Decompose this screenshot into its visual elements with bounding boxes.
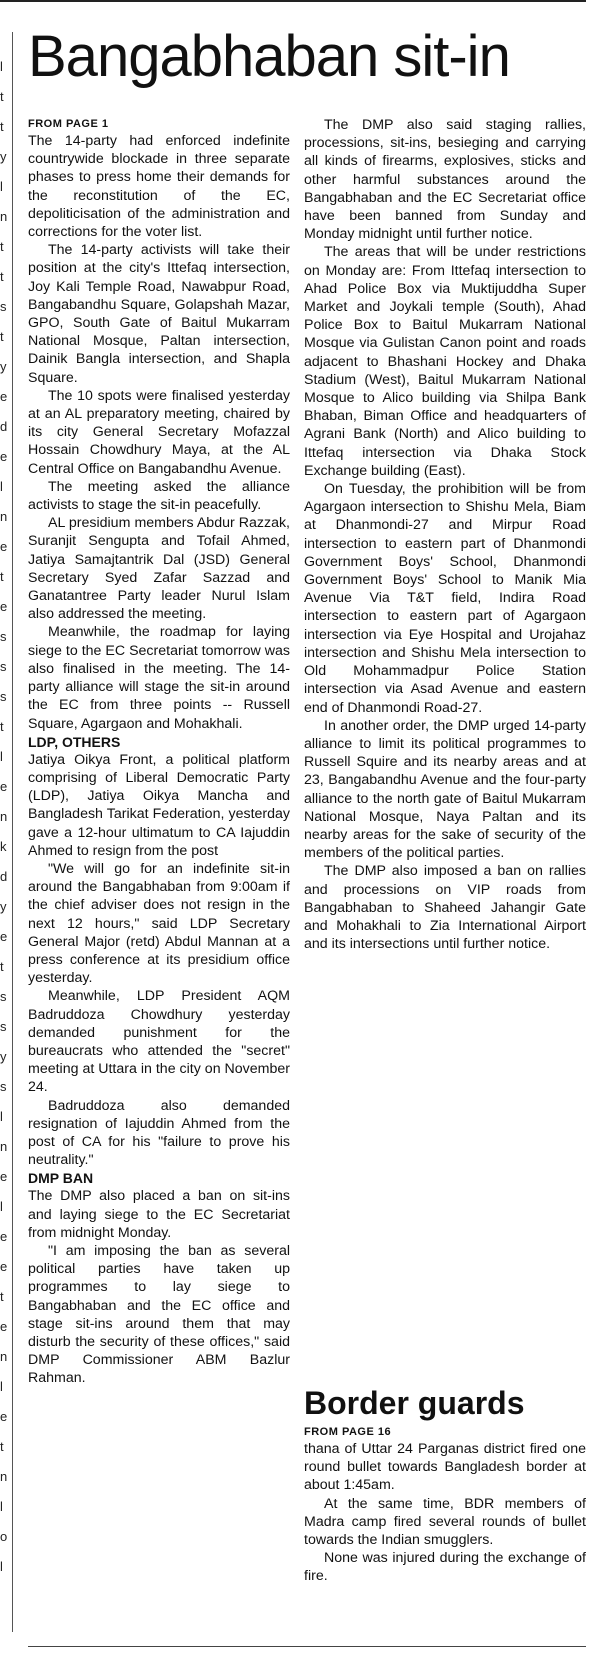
previous-column-edge: [0, 60, 10, 1640]
paragraph: The 10 spots were finalised yesterday at an AL preparatory meeting, chaired by its city General Secretary Mofazzal Hossain Chowdhury Maya, at the AL Central Office on Bangabandhu Avenue.: [28, 387, 290, 477]
paragraph: In another order, the DMP urged 14-party alliance to limit its political programmes to Russell Squire and its nearby areas and at 23, Bangabandhu Avenue and the four-party alliance to the north gate of Baitul Mukarram National Mosque, Naya Paltan and its nearby areas for the sake of security of the members of the political parties.: [304, 717, 586, 862]
paragraph: On Tuesday, the prohibition will be from Agargaon intersection to Shishu Mela, Biam at Dhanmondi-27 and Mirpur Road intersection to eastern part of Dhanmondi Government Boys' School, Dhanmondi Government Boys' School to Manik Mia Avenue Via T&T field, Indira Road intersection to eastern part of Agargaon intersection via Eye Hospital and Urojahaz intersection and Shishu Mela intersection to Old Mohammadpur Police Station intersection via Asad Avenue and eastern end of Dhanmondi Road-27.: [304, 481, 586, 716]
second-kicker: FROM PAGE 16: [304, 1426, 392, 1438]
paragraph: The DMP also placed a ban on sit-ins and laying siege to the EC Secretariat from midnight Monday.: [28, 1188, 290, 1241]
right-paragraphs: [304, 116, 586, 953]
ldp-paragraphs: [28, 751, 290, 1170]
paragraph: The 14-party activists will take their position at the city's Ittefaq intersection, Joy Kali Temple Road, Nawabpur Road, Bangabandhu Square, Golapshah Mazar, GPO, South Gate of Baitul Mukarram National Mosque, Paltan intersection, Dainik Bangla intersection, and Shapla Square.: [28, 242, 290, 386]
column-edge-fragment: s: [0, 689, 7, 704]
paragraph: Meanwhile, the roadmap for laying siege to the EC Secretariat tomorrow was also finalised in the meeting. The 14-party alliance will stage the sit-in around the EC from three points -- Russell Square, Agargaon and Mohakhali.: [28, 624, 290, 732]
column-edge-fragment: o: [0, 1529, 8, 1544]
column-edge-fragment: e: [0, 929, 8, 944]
column-edge-fragment: n: [0, 1349, 8, 1364]
column-edge-fragment: n: [0, 509, 8, 524]
paragraph: None was injured during the exchange of fire.: [304, 1550, 586, 1585]
bottom-rule: [28, 1646, 586, 1647]
column-edge-fragment: s: [0, 1019, 7, 1034]
column-edge-fragment: y: [0, 899, 7, 914]
column-edge-fragment: d: [0, 869, 8, 884]
paragraph: The meeting asked the alliance activists to stage the sit-in peacefully.: [28, 478, 290, 514]
dmp-paragraphs: [28, 1187, 290, 1387]
second-headline: Border guards: [304, 1385, 525, 1421]
column-edge-fragment: l: [0, 479, 3, 494]
column-edge-fragment: n: [0, 1139, 8, 1154]
column-edge-fragment: t: [0, 1439, 4, 1454]
subhead-ldp: LDP, OTHERS: [28, 733, 121, 750]
column-edge-fragment: e: [0, 1319, 8, 1334]
paragraph: "I am imposing the ban as several political parties have taken up programmes to lay siege to Bangabhaban and the EC office and stage sit-ins around them that may disturb the security of these offices," said DMP Commissioner ABM Bazlur Rahman.: [28, 1242, 290, 1387]
paragraph: The areas that will be under restrictions on Monday are: From Ittefaq intersection to Ahad Police Box via Muktijuddha Super Market and Joykali temple (South), Ahad Police Box to Baitul Mukarram National Mosque via Gulistan Canon point and roads adjacent to Bhashani Hockey and Dhaka Stadium (West), Baitul Mukarram National Mosque to Alico building via Shilpa Bank Bhaban, Biman Office and headquarters of Agrani Bank (North) and Alico building to Ittefaq intersection via Dhaka Stock Exchange building (East).: [304, 244, 586, 479]
column-edge-fragment: t: [0, 119, 4, 134]
column-edge-fragment: e: [0, 389, 8, 404]
column-edge-fragment: y: [0, 1049, 7, 1064]
paragraph: Badruddoza also demanded resignation of Iajuddin Ahmed from the post of CA for his "failure to prove his neutrality.": [28, 1097, 290, 1169]
column-edge-fragment: n: [0, 209, 8, 224]
column-edge-fragment: y: [0, 149, 7, 164]
headline: Bangabhaban sit-in: [28, 24, 510, 89]
article-column-right: [304, 116, 586, 953]
column-edge-fragment: t: [0, 569, 4, 584]
paragraph: "We will go for an indefinite sit-in around the Bangabhaban from 9:00am if the chief adviser does not resign in the next 12 hours," said LDP Secretary General Major (retd) Abdul Mannan at a press conference at its presidium office yesterday.: [28, 860, 290, 987]
column-edge-fragment: e: [0, 1169, 8, 1184]
paragraph: AL presidium members Abdur Razzak, Suranjit Sengupta and Tofail Ahmed, Jatiya Samajtantrik Dal (JSD) General Secretary Syed Zafar Sazzad and Ganatantree Party leader Nurul Islam also addressed the meeting.: [28, 515, 290, 623]
column-edge-fragment: l: [0, 1109, 3, 1124]
column-edge-fragment: l: [0, 1559, 3, 1574]
column-edge-fragment: e: [0, 449, 8, 464]
kicker: FROM PAGE 1: [28, 118, 109, 130]
column-edge-fragment: t: [0, 239, 4, 254]
top-rule: [0, 0, 586, 2]
column-edge-fragment: t: [0, 329, 4, 344]
column-edge-fragment: t: [0, 269, 4, 284]
column-edge-fragment: t: [0, 1289, 4, 1304]
column-edge-fragment: e: [0, 779, 8, 794]
column-edge-fragment: e: [0, 1409, 8, 1424]
column-edge-fragment: l: [0, 60, 3, 74]
column-edge-fragment: s: [0, 989, 7, 1004]
column-edge-fragment: n: [0, 1469, 8, 1484]
column-edge-fragment: e: [0, 1259, 8, 1274]
column-edge-fragment: k: [0, 839, 7, 854]
column-edge-fragment: s: [0, 1079, 7, 1094]
paragraph: The 14-party had enforced indefinite countrywide blockade in three separate phases to press home their demands for the reconstitution of the EC, depoliticisation of the administration and corrections for the voter list.: [28, 133, 290, 241]
column-edge-fragment: t: [0, 719, 4, 734]
column-edge-fragment: l: [0, 749, 3, 764]
column-edge-fragment: y: [0, 359, 7, 374]
column-edge-fragment: l: [0, 1199, 3, 1214]
paragraph: The DMP also imposed a ban on rallies and processions on VIP roads from Bangabhaban to Shaheed Jahangir Gate and Mohakhali to Zia International Airport and its intersections until further notice.: [304, 863, 586, 953]
paragraph: thana of Uttar 24 Parganas district fired one round bullet towards Bangladesh border at about 1:45am.: [304, 1441, 586, 1494]
column-edge-fragment: l: [0, 1379, 3, 1394]
column-divider: [12, 32, 13, 1632]
column-edge-fragment: d: [0, 419, 8, 434]
column-edge-fragment: t: [0, 89, 4, 104]
paragraph: The DMP also said staging rallies, processions, sit-ins, besieging and carrying all kinds of firearms, explosives, sticks and other harmful substances around the Bangabhaban and the EC Secretariat office have been banned from Sunday and Monday midnight until further notice.: [304, 117, 586, 243]
column-edge-fragment: l: [0, 1499, 3, 1514]
column-edge-fragment: n: [0, 809, 8, 824]
column-edge-fragment: s: [0, 659, 7, 674]
column-edge-fragment: e: [0, 1229, 8, 1244]
column-edge-fragment: s: [0, 299, 7, 314]
article-column-left: [28, 116, 290, 1388]
column-edge-fragment: l: [0, 179, 3, 194]
paragraph: Meanwhile, LDP President AQM Badruddoza Chowdhury yesterday demanded punishment for the bureaucrats who attended the "secret" meeting at Uttara in the city on November 24.: [28, 988, 290, 1096]
subhead-dmp: DMP BAN: [28, 1170, 94, 1187]
column-edge-fragment: e: [0, 599, 8, 614]
second-story-column: [304, 1424, 586, 1586]
column-edge-fragment: t: [0, 959, 4, 974]
paragraph: Jatiya Oikya Front, a political platform comprising of Liberal Democratic Party (LDP), Jatiya Oikya Mancha and Bangladesh Tarikat Federation, yesterday gave a 12-hour ultimatum to CA Iajuddin Ahmed to resign from the post: [28, 751, 290, 859]
paragraph: At the same time, BDR members of Madra camp fired several rounds of bullet towards the Indian smugglers.: [304, 1495, 586, 1549]
second-story-paragraphs: [304, 1440, 586, 1586]
column-edge-fragment: s: [0, 629, 7, 644]
column-edge-fragment: e: [0, 539, 8, 554]
left-paragraphs: [28, 132, 290, 733]
